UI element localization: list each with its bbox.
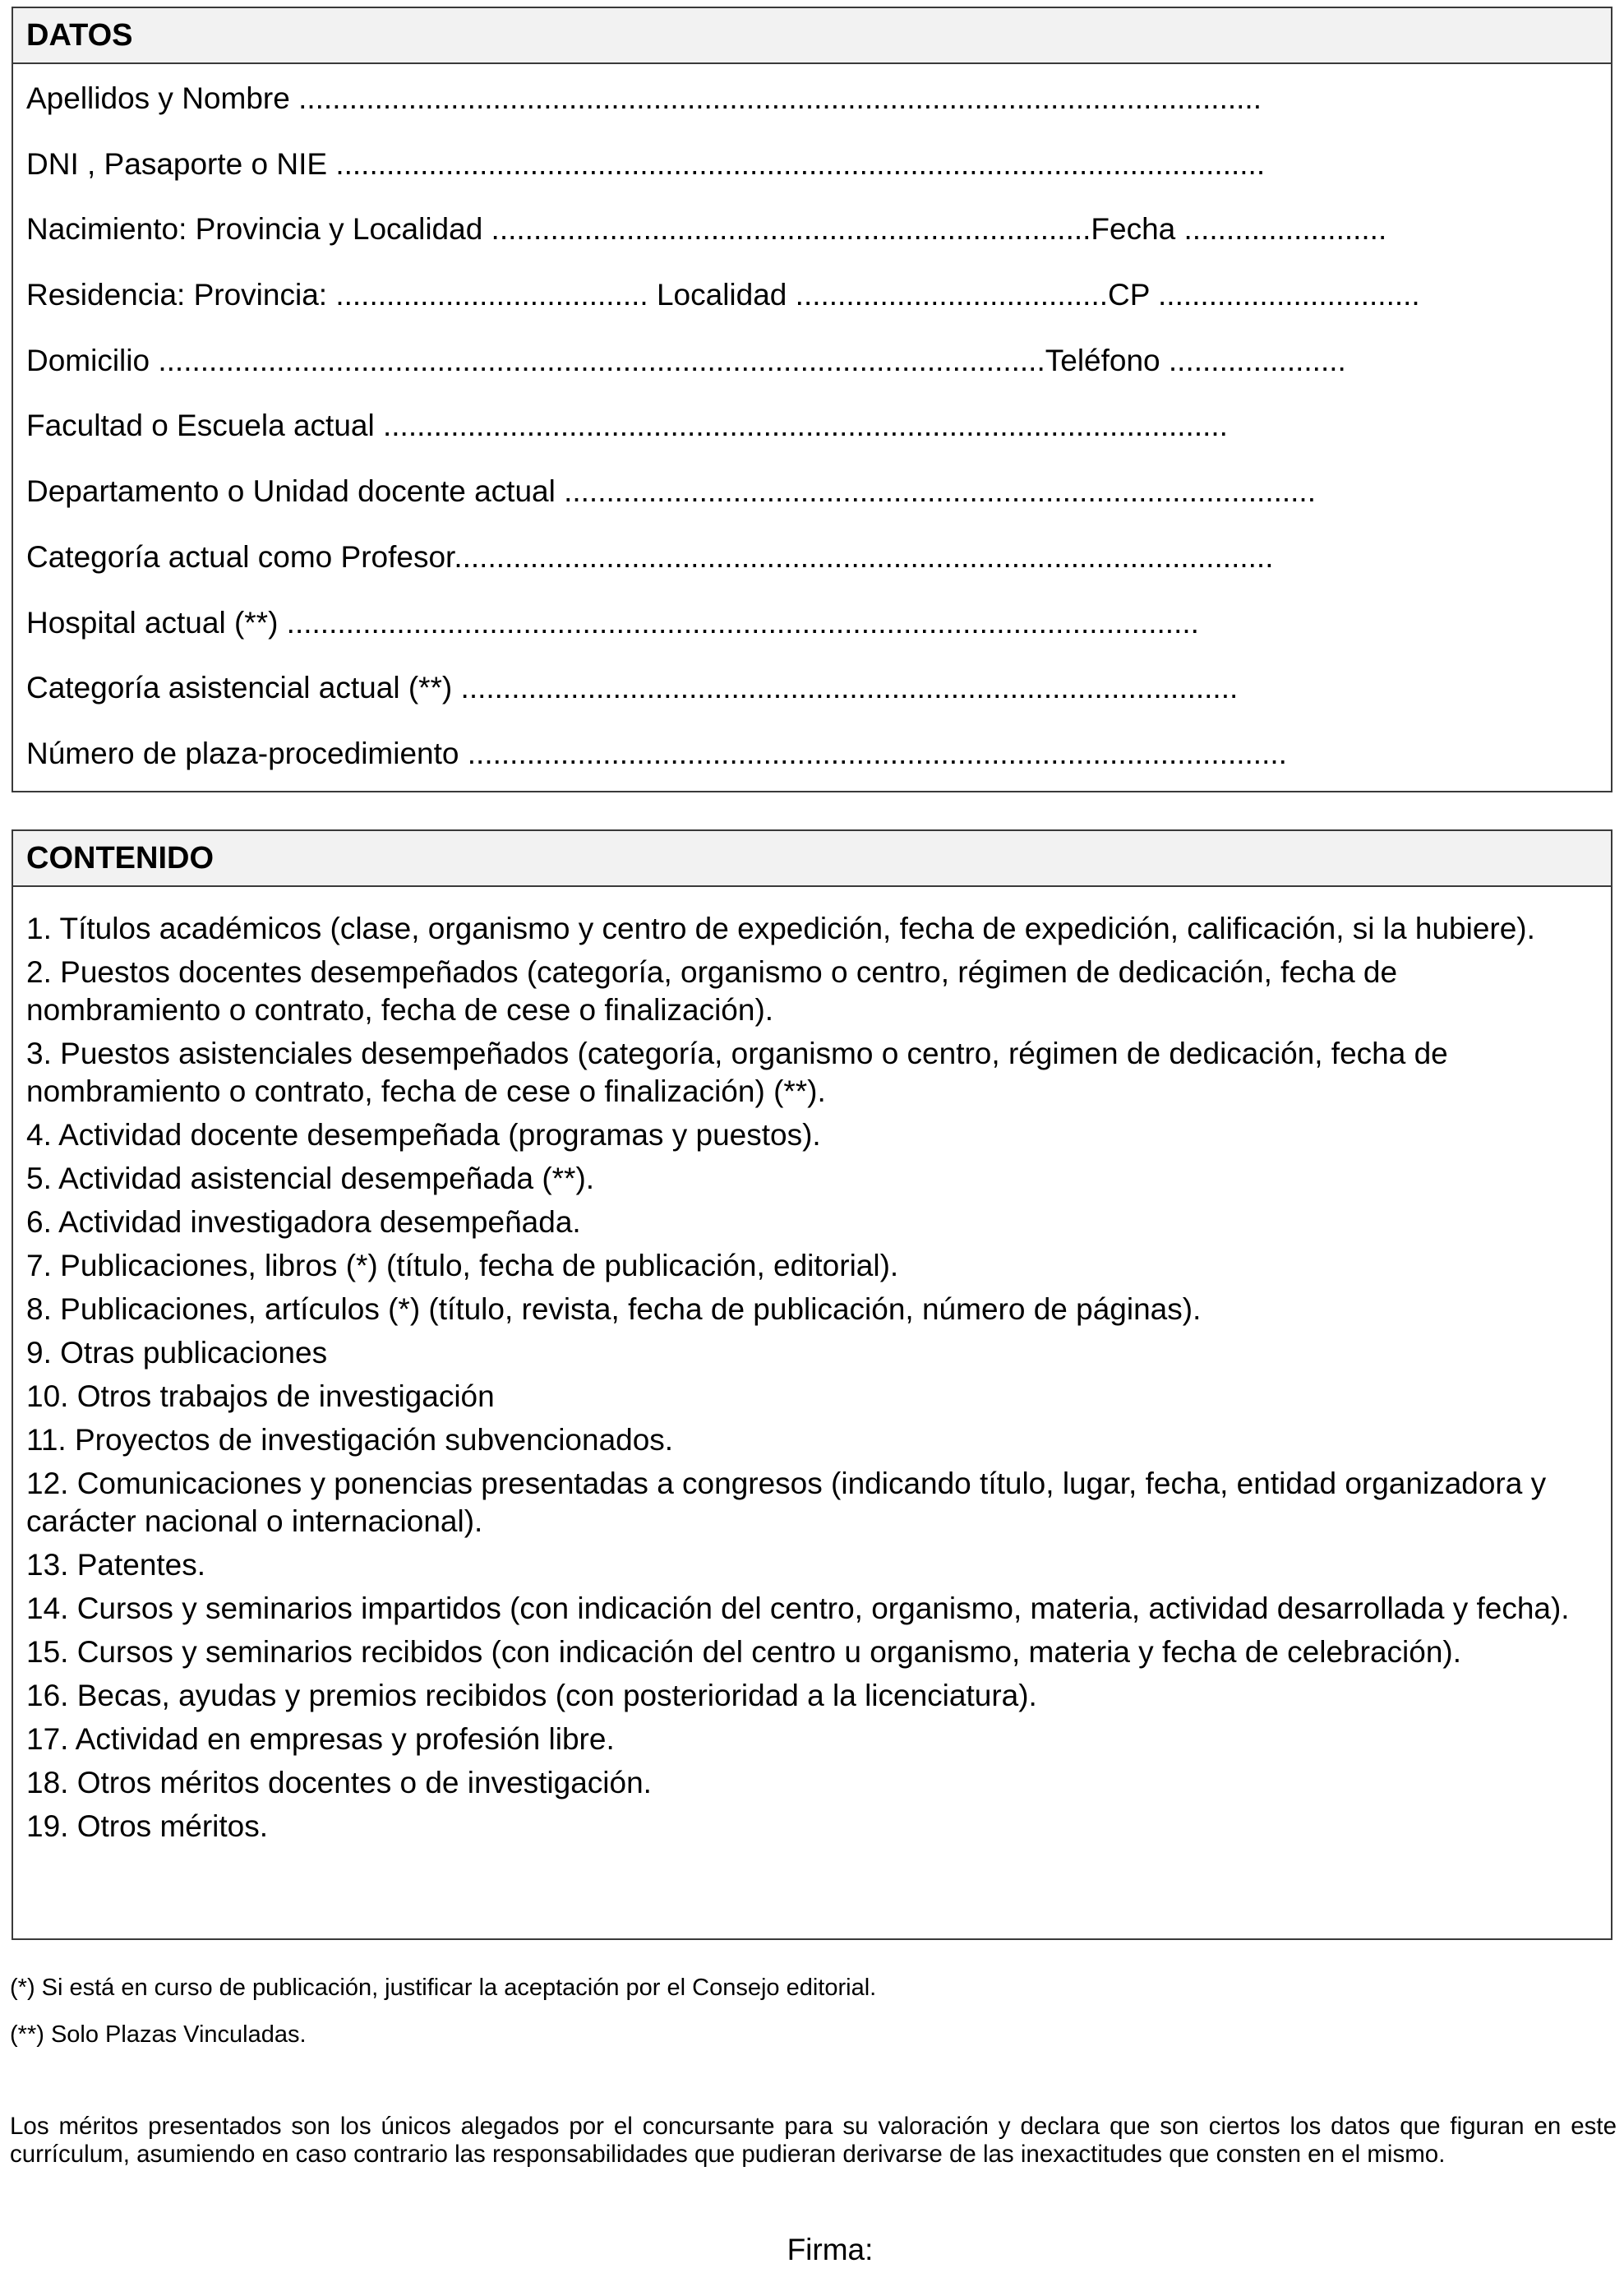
signature-label: Firma: [787, 2233, 874, 2266]
list-item: 9. Otras publicaciones [26, 1336, 328, 1370]
field-categoria-profesor[interactable]: Categoría actual como Profesor................................................................................................. [26, 540, 1274, 574]
datos-section [12, 7, 1612, 792]
field-categoria-asistencial[interactable]: Categoría asistencial actual (**) ............................................................................................ [26, 672, 1239, 705]
field-facultad-escuela[interactable]: Facultad o Escuela actual .................................................................................................... [26, 409, 1228, 443]
contenido-section [12, 829, 1612, 1940]
list-item: 5. Actividad asistencial desempeñada (**). [26, 1162, 595, 1195]
list-item: 19. Otros méritos. [26, 1809, 269, 1843]
datos-title: DATOS [13, 8, 1611, 64]
list-item: 7. Publicaciones, libros (*) (título, fecha de publicación, editorial). [26, 1249, 899, 1282]
field-hospital[interactable]: Hospital actual (**) ............................................................................................................ [26, 606, 1199, 640]
list-item: 2. Puestos docentes desempeñados (categoría, organismo o centro, régimen de dedicación, fecha de nombramiento o contrato, fecha de cese o finalización). [26, 955, 1398, 1027]
list-item: 8. Publicaciones, artículos (*) (título, revista, fecha de publicación, número de páginas). [26, 1292, 1202, 1326]
list-item: 13. Patentes. [26, 1548, 206, 1582]
declaration-text: Los méritos presentados son los únicos alegados por el concursante para su valoración y declara que son ciertos los datos que figuran en este currículum, asumiendo en caso contrario las responsabilidades que pudieran derivarse de las inexactitudes que consten en el mismo. [10, 2113, 1617, 2168]
list-item: 15. Cursos y seminarios recibidos (con indicación del centro u organismo, materia y fecha de celebración). [26, 1635, 1462, 1669]
list-item: 6. Actividad investigadora desempeñada. [26, 1205, 581, 1239]
list-item: 18. Otros méritos docentes o de investigación. [26, 1766, 652, 1799]
contenido-title: CONTENIDO [13, 831, 1611, 887]
field-apellidos-nombre[interactable]: Apellidos y Nombre .................................................................................................................. [26, 82, 1262, 115]
footnote-plazas-vinculadas: (**) Solo Plazas Vinculadas. [10, 2021, 307, 2048]
field-domicilio-telefono[interactable]: Domicilio .........................................................................................................Teléfono ..................... [26, 344, 1346, 377]
list-item: 14. Cursos y seminarios impartidos (con indicación del centro, organismo, materia, actividad desarrollada y fecha). [26, 1591, 1570, 1625]
field-departamento[interactable]: Departamento o Unidad docente actual ......................................................................................... [26, 475, 1316, 509]
field-dni-pasaporte-nie[interactable]: DNI , Pasaporte o NIE .............................................................................................................. [26, 147, 1266, 181]
contenido-list [13, 887, 1611, 1845]
list-item: 17. Actividad en empresas y profesión libre. [26, 1722, 615, 1756]
datos-fields [13, 64, 1611, 770]
list-item: 3. Puestos asistenciales desempeñados (categoría, organismo o centro, régimen de dedicación, fecha de nombramiento o contrato, fecha de cese o finalización) (**). [26, 1037, 1448, 1108]
list-item: 10. Otros trabajos de investigación [26, 1379, 495, 1413]
list-item: 16. Becas, ayudas y premios recibidos (con posterioridad a la licenciatura). [26, 1679, 1037, 1712]
list-item: 4. Actividad docente desempeñada (programas y puestos). [26, 1118, 821, 1152]
field-nacimiento[interactable]: Nacimiento: Provincia y Localidad .......................................................................Fecha ........................ [26, 213, 1387, 247]
list-item: 11. Proyectos de investigación subvencionados. [26, 1423, 674, 1457]
field-numero-plaza[interactable]: Número de plaza-procedimiento ................................................................................................. [26, 737, 1287, 770]
list-item: 12. Comunicaciones y ponencias presentadas a congresos (indicando título, lugar, fecha, entidad organizadora y carácter nacional o internacional). [26, 1467, 1547, 1538]
footnote-publicacion: (*) Si está en curso de publicación, justificar la aceptación por el Consejo editorial. [10, 1975, 877, 2001]
list-item: 1. Títulos académicos (clase, organismo y centro de expedición, fecha de expedición, calificación, si la hubiere). [26, 912, 1535, 945]
field-residencia[interactable]: Residencia: Provincia: ..................................... Localidad .....................................CP ............................... [26, 279, 1420, 312]
